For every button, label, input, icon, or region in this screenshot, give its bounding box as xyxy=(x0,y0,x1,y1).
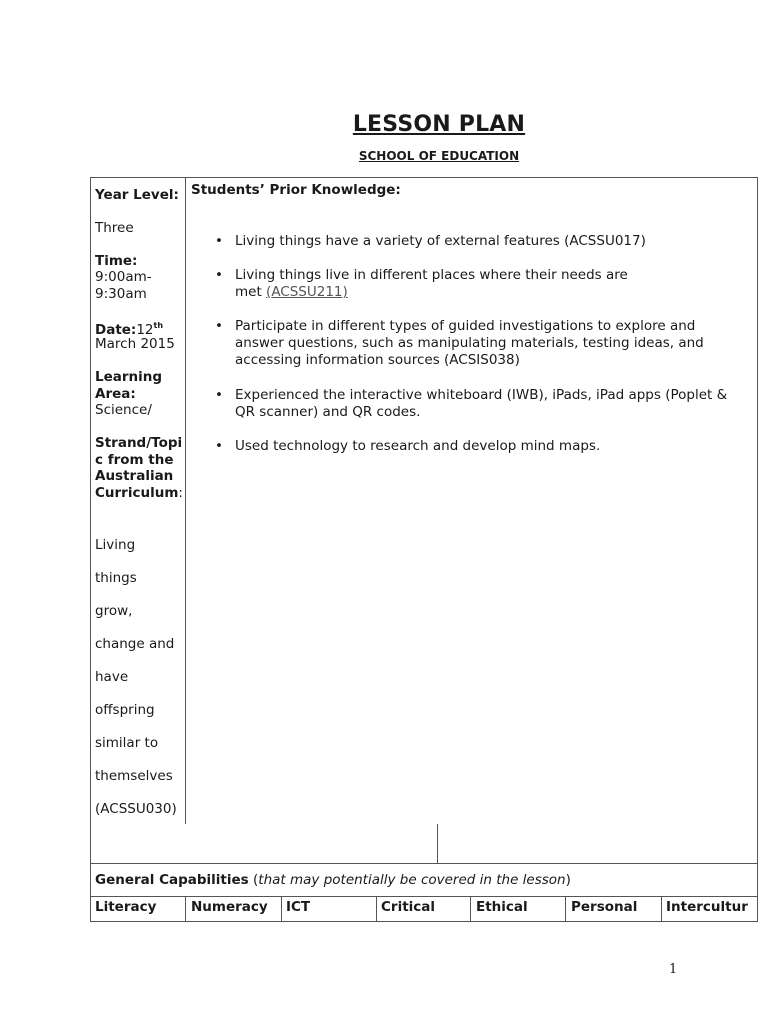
time-value: 9:00am-9:30am xyxy=(95,269,152,302)
capability-personal: Personal xyxy=(571,899,638,915)
strand-text-line: themselves xyxy=(95,768,173,784)
capability-numeracy: Numeracy xyxy=(191,899,268,915)
strand-colon: : xyxy=(178,484,183,501)
cap-col-divider xyxy=(281,896,282,922)
list-item: • Living things live in different places where their needs are met (ACSSU211) xyxy=(213,267,643,301)
date-day: 12 xyxy=(136,322,154,338)
prior-knowledge-list xyxy=(213,387,748,421)
capability-ethical: Ethical xyxy=(476,899,528,915)
list-item: • Living things have a variety of external features (ACSSU017) xyxy=(213,233,748,250)
page-title: LESSON PLAN xyxy=(352,112,526,137)
strand-text-line: similar to xyxy=(95,735,159,751)
page-number: 1 xyxy=(669,962,678,977)
strand-heading xyxy=(95,435,183,501)
capability-intercultural: Intercultur xyxy=(666,899,748,915)
capability-literacy: Literacy xyxy=(95,899,157,915)
prior-knowledge-list xyxy=(213,267,643,301)
strand-text-line: change and xyxy=(95,636,175,652)
cap-col-divider xyxy=(565,896,566,922)
capabilities-header-divider xyxy=(90,896,758,897)
curriculum-link[interactable]: (ACSSU211) xyxy=(266,284,348,300)
learning-area-label: Learning Area: xyxy=(95,369,163,402)
capabilities-divider xyxy=(90,863,758,864)
time-label: Time: xyxy=(95,253,138,269)
lower-divider xyxy=(437,824,438,863)
strand-text-line: offspring xyxy=(95,702,155,718)
list-item: • Participate in different types of guided investigations to explore and answer questions, such as manipulating materials, testing ideas, and accessing information sources (ACSIS038) xyxy=(213,318,713,369)
strand-text-line: Living xyxy=(95,537,136,553)
strand-text-line: (ACSSU030) xyxy=(95,801,177,817)
general-capabilities-title: General Capabilities (that may potentially be covered in the lesson) xyxy=(95,872,571,888)
strand-text-line: grow, xyxy=(95,603,133,619)
cap-col-divider xyxy=(376,896,377,922)
capability-ict: ICT xyxy=(286,899,311,915)
list-item: • Experienced the interactive whiteboard (IWB), iPads, iPad apps (Poplet & QR scanner) and QR codes. xyxy=(213,387,748,421)
prior-knowledge-list xyxy=(213,438,748,455)
cap-col-divider xyxy=(470,896,471,922)
strand-text-line: things xyxy=(95,570,137,586)
date-label: Date: xyxy=(95,322,137,338)
cap-col-divider xyxy=(185,896,186,922)
page-subtitle: SCHOOL OF EDUCATION xyxy=(358,149,520,163)
learning-area-value: Science/ xyxy=(95,402,152,418)
prior-knowledge-heading: Students’ Prior Knowledge: xyxy=(191,182,401,198)
date-suffix: th xyxy=(153,321,164,330)
capability-critical: Critical xyxy=(381,899,436,915)
list-item: • Used technology to research and develop mind maps. xyxy=(213,438,748,455)
prior-knowledge-list xyxy=(213,318,713,369)
cap-col-divider xyxy=(661,896,662,922)
year-level-value: Three xyxy=(95,220,134,236)
year-level-label: Year Level: xyxy=(95,187,179,203)
left-column-divider xyxy=(185,178,186,824)
strand-text-line: have xyxy=(95,669,129,685)
prior-knowledge-list xyxy=(213,233,748,250)
date-month: March 2015 xyxy=(95,336,175,352)
strand-label: Strand/Topic from the Australian Curriculum xyxy=(95,435,183,501)
